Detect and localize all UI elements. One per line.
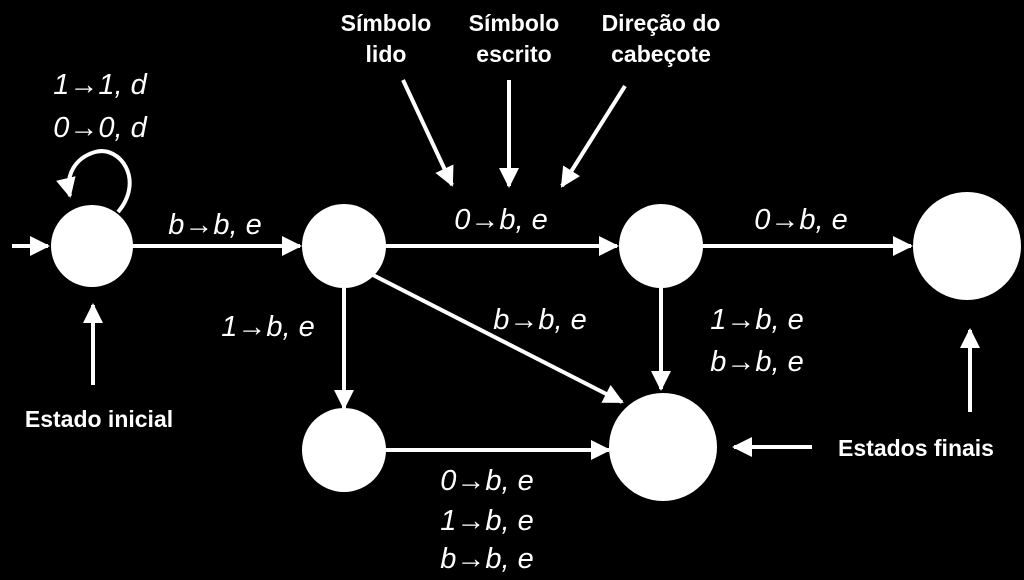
label-q4-q5-2: 1→b, e [440, 505, 534, 537]
state-q2 [619, 204, 703, 288]
pointer-head-direction [562, 86, 625, 186]
annotation-head-direction-2: cabeçote [611, 41, 711, 67]
annotation-symbol-written-2: escrito [476, 41, 552, 67]
edge-q1-q5 [373, 275, 622, 402]
label-loop-2: 0→0, d [53, 112, 147, 144]
state-initial [51, 205, 133, 287]
label-q4-q5-1: 0→b, e [440, 465, 534, 497]
pointer-symbol-read [403, 80, 452, 185]
state-final-right [913, 192, 1021, 300]
label-q1-q2: 0→b, e [454, 204, 548, 236]
label-q2-q5-2: b→b, e [710, 346, 804, 378]
annotation-symbol-read-1: Símbolo [340, 10, 432, 36]
annotation-initial-state: Estado inicial [24, 406, 174, 432]
label-q1-q5: b→b, e [493, 304, 587, 336]
label-q0-q1: b→b, e [168, 209, 262, 241]
label-q2-q3: 0→b, e [754, 204, 848, 236]
label-loop-1: 1→1, d [53, 69, 147, 101]
label-q4-q5-3: b→b, e [440, 543, 534, 575]
state-q4 [302, 408, 386, 492]
label-q1-q4: 1→b, e [221, 311, 315, 343]
label-q2-q5-1: 1→b, e [710, 304, 804, 336]
edge-q0-loop [69, 151, 130, 212]
annotation-symbol-read-2: lido [365, 41, 407, 67]
annotation-head-direction-1: Direção do [601, 10, 721, 36]
state-final-bottom [609, 393, 717, 501]
annotation-symbol-written-1: Símbolo [468, 10, 560, 36]
annotation-final-states: Estados finais [838, 435, 994, 461]
state-q1 [302, 204, 386, 288]
